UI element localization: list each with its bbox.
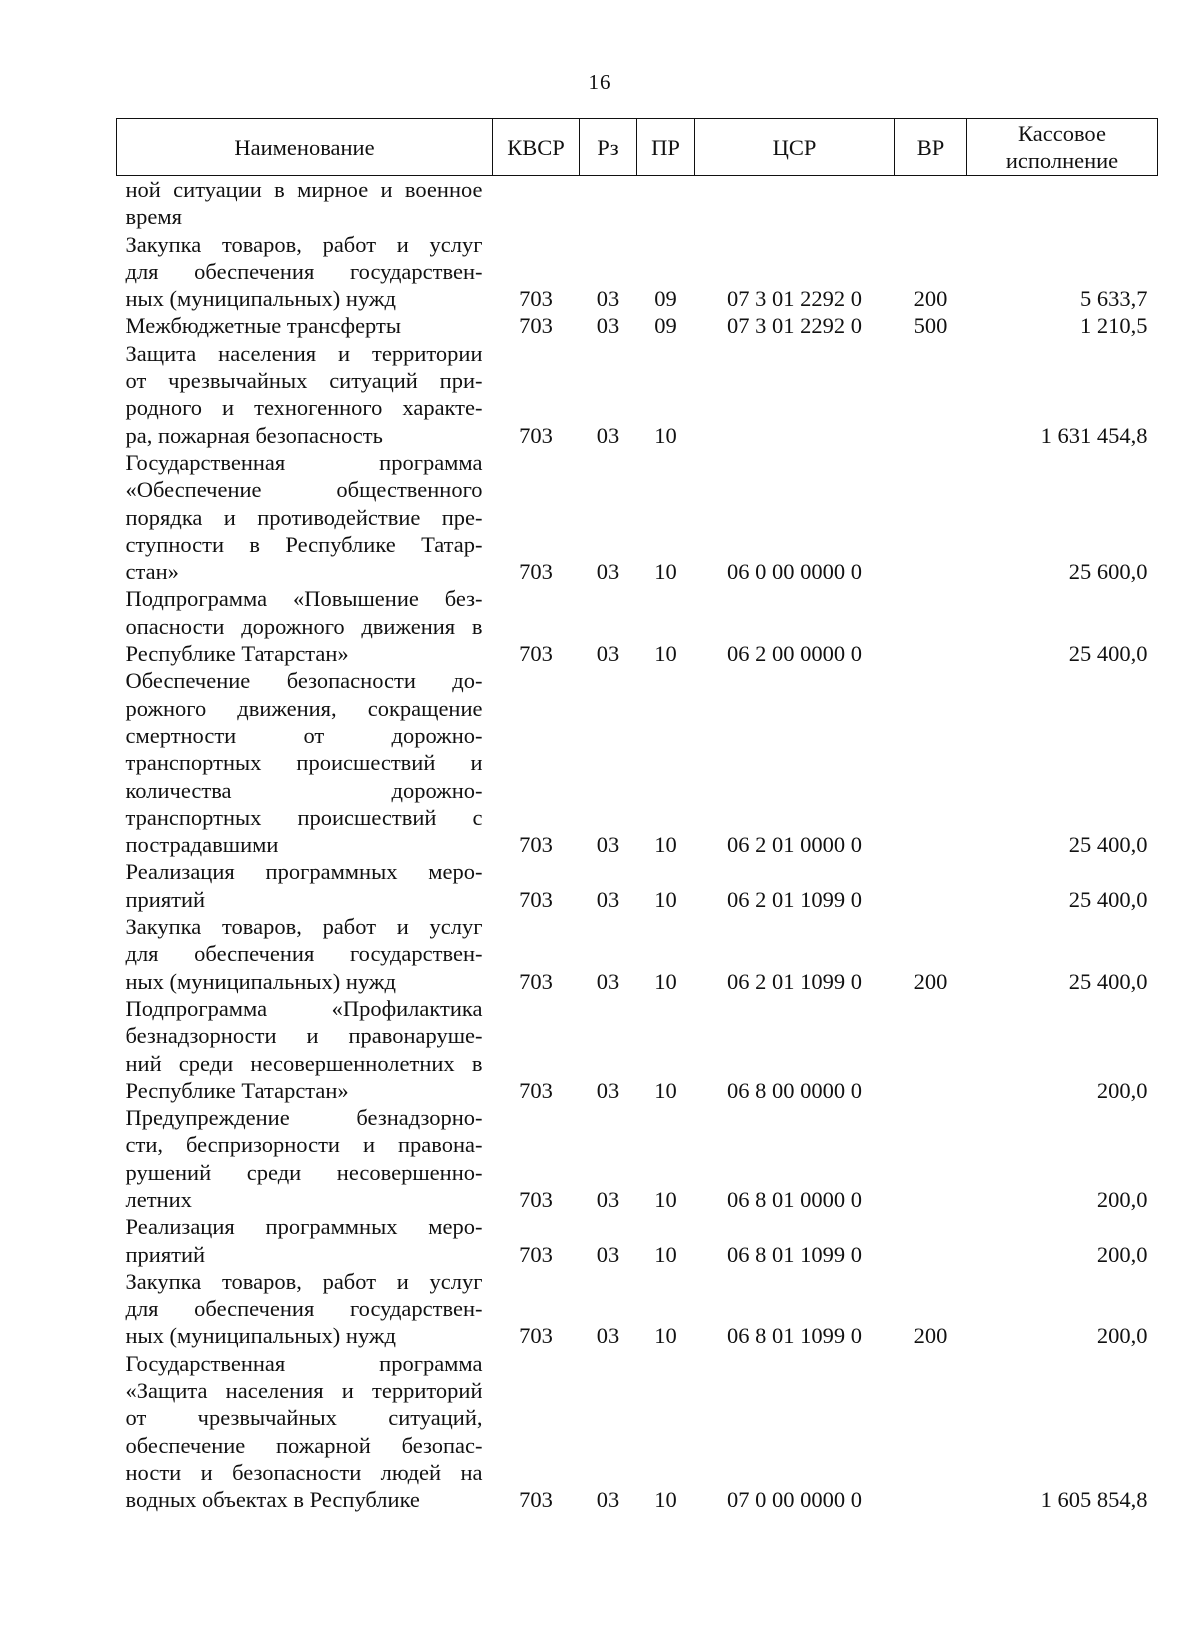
row-name-line: водных объектах в Республике [125,1487,420,1513]
row-name-line: летних [125,1186,192,1212]
row-name [117,913,493,995]
row-name-line: Защита населения и территории [125,340,483,366]
row-csr: 06 2 01 0000 0 [727,832,862,858]
row-csr [695,176,895,231]
row-pr: 09 [654,313,677,339]
table-header [117,119,1158,176]
row-pr: 10 [654,1186,677,1212]
row-csr: 06 8 00 0000 0 [727,1077,862,1103]
row-pr: 10 [654,1323,677,1349]
row-csr: 06 2 01 1099 0 [727,886,862,912]
row-name [117,449,493,585]
row-name-line: Государственная программа [125,449,483,475]
row-name-line: ступности в Республике Татар- [125,531,483,557]
row-vr [895,1213,967,1268]
row-name [117,176,493,231]
row-name-line: рожного движения, сокращение [125,695,483,721]
row-name-line: от чрезвычайных ситуаций, [125,1405,483,1431]
row-vr [895,449,967,585]
row-kvsr: 703 [519,1186,553,1212]
header-kvsr: КВСР [493,119,580,176]
row-name-line: Республике Татарстан» [125,641,349,667]
row-csr: 06 2 00 0000 0 [727,641,862,667]
row-rz: 03 [596,422,620,448]
row-name-line: для обеспечения государствен- [125,258,483,284]
row-csr: 06 8 01 1099 0 [727,1241,862,1267]
row-name [117,1213,493,1268]
row-rz: 03 [596,1186,620,1212]
row-kvsr: 703 [519,559,553,585]
row-name [117,312,493,339]
row-name-line: рушений среди несовершенно- [125,1159,483,1185]
row-kvsr: 703 [519,1323,553,1349]
row-name-line: для обеспечения государствен- [125,941,483,967]
table-row [117,667,1158,858]
row-pr: 10 [654,559,677,585]
row-name-line: родного и техногенного характе- [125,395,483,421]
row-pr: 09 [654,286,677,312]
header-rz: Рз [580,119,637,176]
header-csr: ЦСР [695,119,895,176]
row-csr: 07 3 01 2292 0 [727,313,862,339]
row-csr: 06 8 01 0000 0 [727,1186,862,1212]
row-name-line: транспортных происшествий и [125,750,483,776]
row-kvsr: 703 [519,1487,553,1513]
row-rz: 03 [596,559,620,585]
row-csr: 06 2 01 1099 0 [727,968,862,994]
row-vr [895,995,967,1104]
table-row [117,449,1158,585]
row-name-line: смертности от дорожно- [125,722,483,748]
row-name-line: опасности дорожного движения в [125,613,483,639]
table-row [117,1213,1158,1268]
row-name-line: стан» [125,559,179,585]
row-amount: 25 400,0 [1068,832,1148,858]
row-rz: 03 [596,886,620,912]
row-name-line: Государственная программа [125,1350,483,1376]
row-amount: 200,0 [1096,1077,1148,1103]
row-kvsr: 703 [519,832,553,858]
row-amount: 25 400,0 [1068,641,1148,667]
row-rz: 03 [596,968,620,994]
table-row [117,1268,1158,1350]
row-name-line: Подпрограмма «Повышение без- [125,586,483,612]
row-name-line: Закупка товаров, работ и услуг [125,914,483,940]
table-row [117,312,1158,339]
row-pr: 10 [654,1077,677,1103]
row-vr [895,1350,967,1514]
row-kvsr [493,176,580,231]
budget-table [116,118,1158,1514]
row-pr: 10 [654,832,677,858]
row-amount: 1 210,5 [1080,313,1148,339]
row-vr: 200 [913,286,948,312]
table-row [117,1350,1158,1514]
header-exec: Кассовое исполнение [967,119,1158,176]
row-rz: 03 [596,1487,620,1513]
row-pr: 10 [654,1487,677,1513]
row-name-line: Реализация программных меро- [125,1214,483,1240]
row-name-line: порядка и противодействие пре- [125,504,483,530]
row-csr: 06 8 01 1099 0 [727,1323,862,1349]
row-name [117,1268,493,1350]
row-name-line: Предупреждение безнадзорно- [125,1105,483,1131]
row-kvsr: 703 [519,313,553,339]
row-amount: 25 400,0 [1068,968,1148,994]
row-pr: 10 [654,422,677,448]
row-name-line: пострадавшими [125,832,279,858]
row-name [117,1350,493,1514]
table-row [117,585,1158,667]
row-csr [695,340,895,449]
row-name-line: «Обеспечение общественного [125,477,483,503]
table-row [117,858,1158,913]
row-vr [895,858,967,913]
row-name-line: от чрезвычайных ситуаций при- [125,368,483,394]
row-name-line: Республике Татарстан» [125,1077,349,1103]
row-vr [895,176,967,231]
row-name-line: Закупка товаров, работ и услуг [125,1268,483,1294]
row-name-line: Межбюджетные трансферты [125,313,401,339]
row-amount: 200,0 [1096,1186,1148,1212]
row-rz: 03 [596,286,620,312]
row-rz: 03 [596,832,620,858]
page-number: 16 [588,70,612,94]
row-amount [967,176,1158,231]
row-amount: 25 400,0 [1068,886,1148,912]
row-name-line: ной ситуации в мирное и военное [125,177,483,202]
row-amount: 1 605 854,8 [1040,1487,1148,1513]
row-vr: 200 [913,968,948,994]
row-name-line: ных (муниципальных) нужд [125,286,396,312]
table-body [117,176,1158,1514]
row-kvsr: 703 [519,968,553,994]
row-amount: 25 600,0 [1068,559,1148,585]
row-name-line: ности и безопасности людей на [125,1459,483,1485]
row-name [117,340,493,449]
row-name-line: Обеспечение безопасности до- [125,668,483,694]
row-amount: 200,0 [1096,1323,1148,1349]
row-name-line: приятий [125,1241,206,1267]
table-row [117,995,1158,1104]
row-rz: 03 [596,641,620,667]
table-row [117,340,1158,449]
row-pr: 10 [654,886,677,912]
row-kvsr: 703 [519,1077,553,1103]
row-name [117,858,493,913]
row-rz [580,176,637,231]
row-name-line: транспортных происшествий с [125,804,483,830]
row-name-line: ра, пожарная безопасность [125,422,383,448]
row-name-line: для обеспечения государствен- [125,1296,483,1322]
row-rz: 03 [596,1241,620,1267]
row-name [117,1104,493,1213]
row-name-line: Подпрограмма «Профилактика [125,995,483,1021]
header-pr: ПР [637,119,695,176]
row-name-line: приятий [125,886,206,912]
row-vr [895,667,967,858]
row-pr: 10 [654,641,677,667]
row-rz: 03 [596,313,620,339]
row-name-line: ных (муниципальных) нужд [125,1323,396,1349]
row-kvsr: 703 [519,886,553,912]
row-rz: 03 [596,1077,620,1103]
row-name-line: сти, беспризорности и правона- [125,1132,483,1158]
row-pr: 10 [654,968,677,994]
row-pr: 10 [654,1241,677,1267]
row-csr: 07 3 01 2292 0 [727,286,862,312]
row-amount: 200,0 [1096,1241,1148,1267]
header-name: Наименование [117,119,493,176]
row-vr [895,340,967,449]
row-name-line: время [125,204,182,230]
row-kvsr: 703 [519,286,553,312]
row-name [117,995,493,1104]
row-pr [637,176,695,231]
row-name-line: ных (муниципальных) нужд [125,968,396,994]
row-name-line: Реализация программных меро- [125,859,483,885]
row-csr: 06 0 00 0000 0 [727,559,862,585]
row-amount: 5 633,7 [1080,286,1148,312]
row-name-line: количества дорожно- [125,777,483,803]
row-rz: 03 [596,1323,620,1349]
table-row [117,1104,1158,1213]
row-name-line: обеспечение пожарной безопас- [125,1432,483,1458]
row-kvsr: 703 [519,641,553,667]
header-vr: ВР [895,119,967,176]
row-name-line: Закупка товаров, работ и услуг [125,231,483,257]
row-name-line: ний среди несовершеннолетних в [125,1050,483,1076]
row-vr: 200 [913,1323,948,1349]
row-name-line: безнадзорности и правонаруше- [125,1023,483,1049]
row-vr: 500 [913,313,948,339]
row-name-line: «Защита населения и территорий [125,1378,483,1404]
row-name [117,231,493,313]
row-amount: 1 631 454,8 [1040,422,1148,448]
table-row [117,176,1158,231]
row-csr: 07 0 00 0000 0 [727,1487,862,1513]
row-vr [895,585,967,667]
table-row [117,231,1158,313]
row-kvsr: 703 [519,1241,553,1267]
row-name [117,667,493,858]
row-name [117,585,493,667]
row-vr [895,1104,967,1213]
table-row [117,913,1158,995]
row-kvsr: 703 [519,422,553,448]
